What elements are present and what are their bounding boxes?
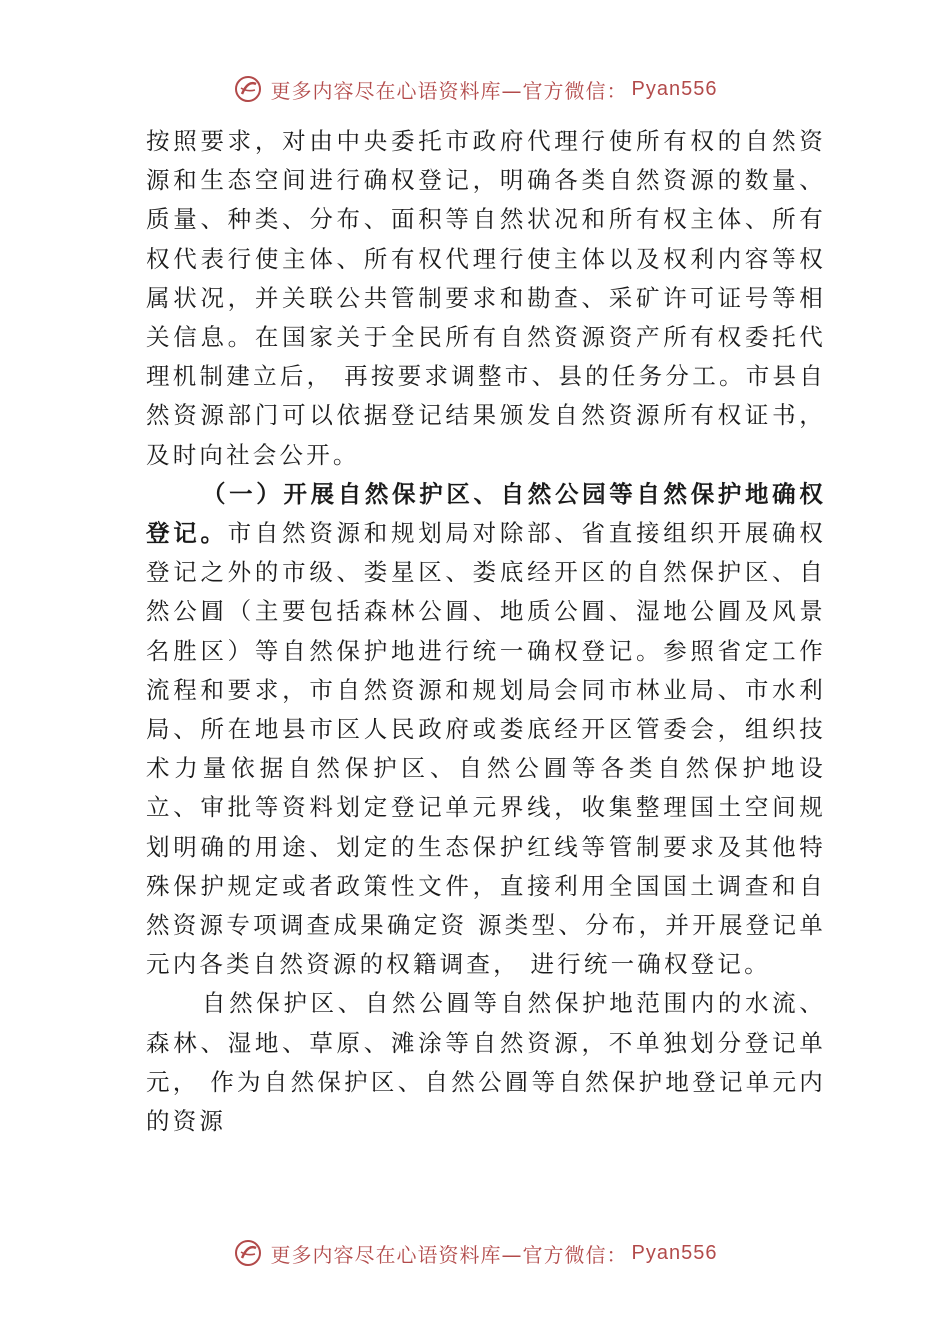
- watermark-code: Pyan556: [631, 1241, 718, 1264]
- paragraph-2: [146, 475, 826, 985]
- header-watermark: [0, 74, 950, 104]
- footer-watermark: [0, 1238, 950, 1268]
- watermark-code: Pyan556: [631, 77, 718, 100]
- section-heading: （一）开展自然保护区、自然公园等自然保护地确权登记。: [146, 479, 826, 548]
- paragraph-1: 按照要求，对由中央委托市政府代理行使所有权的自然资源和生态空间进行确权登记，明确各类自然资源的数量、质量、种类、分布、面积等自然状况和所有权主体、所有权代表行使主体、所有权代理行使主体以及权利内容等权属状况，并关联公共管制要求和勘查、采矿许可证号等相关信息。在国家关于全民所有自然资源资产所有权委托代理机制建立后， 再按要求调整市、县的任务分工。市县自然资源部门可以依据登记结果颁发自然资源所有权证书，及时向社会公开。: [146, 127, 826, 469]
- brand-logo-icon: [233, 74, 263, 104]
- paragraph-2-body: 市自然资源和规划局对除部、省直接组织开展确权登记之外的市级、娄星区、娄底经开区的自然保护区、自然公㘣（主要包括森林公㘣、地质公㘣、湿地公㘣及风景名胜区）等自然保护地进行统一确权登记。参照省定工作流程和要求，市自然资源和规划局会同市林业局、市水利局、所在地县市区人民政府或娄底经开区管委会，组织技术力量依据自然保护区、自然公㘣等各类自然保护地设立、审批等资料划定登记单元界线，收集整理国土空间规划明确的用途、划定的生态保护红线等管制要求及其他特殊保护规定或者政策性文件，直接利用全国国土调查和自然资源专项调查成果确定资 源类型、分布，并开展登记单元内各类自然资源的权籍调查， 进行统一确权登记。: [146, 519, 826, 979]
- watermark-text: 更多内容尽在心语资料库—官方微信：: [270, 78, 628, 103]
- document-body: [146, 122, 826, 1141]
- paragraph-3: 自然保护区、自然公㘣等自然保护地范围内的水流、森林、湿地、草原、滩涂等自然资源，不单独划分登记单元， 作为自然保护区、自然公㘣等自然保护地登记单元内的资源: [146, 989, 826, 1136]
- watermark-text: 更多内容尽在心语资料库—官方微信：: [270, 1242, 628, 1267]
- brand-logo-icon: [233, 1238, 263, 1268]
